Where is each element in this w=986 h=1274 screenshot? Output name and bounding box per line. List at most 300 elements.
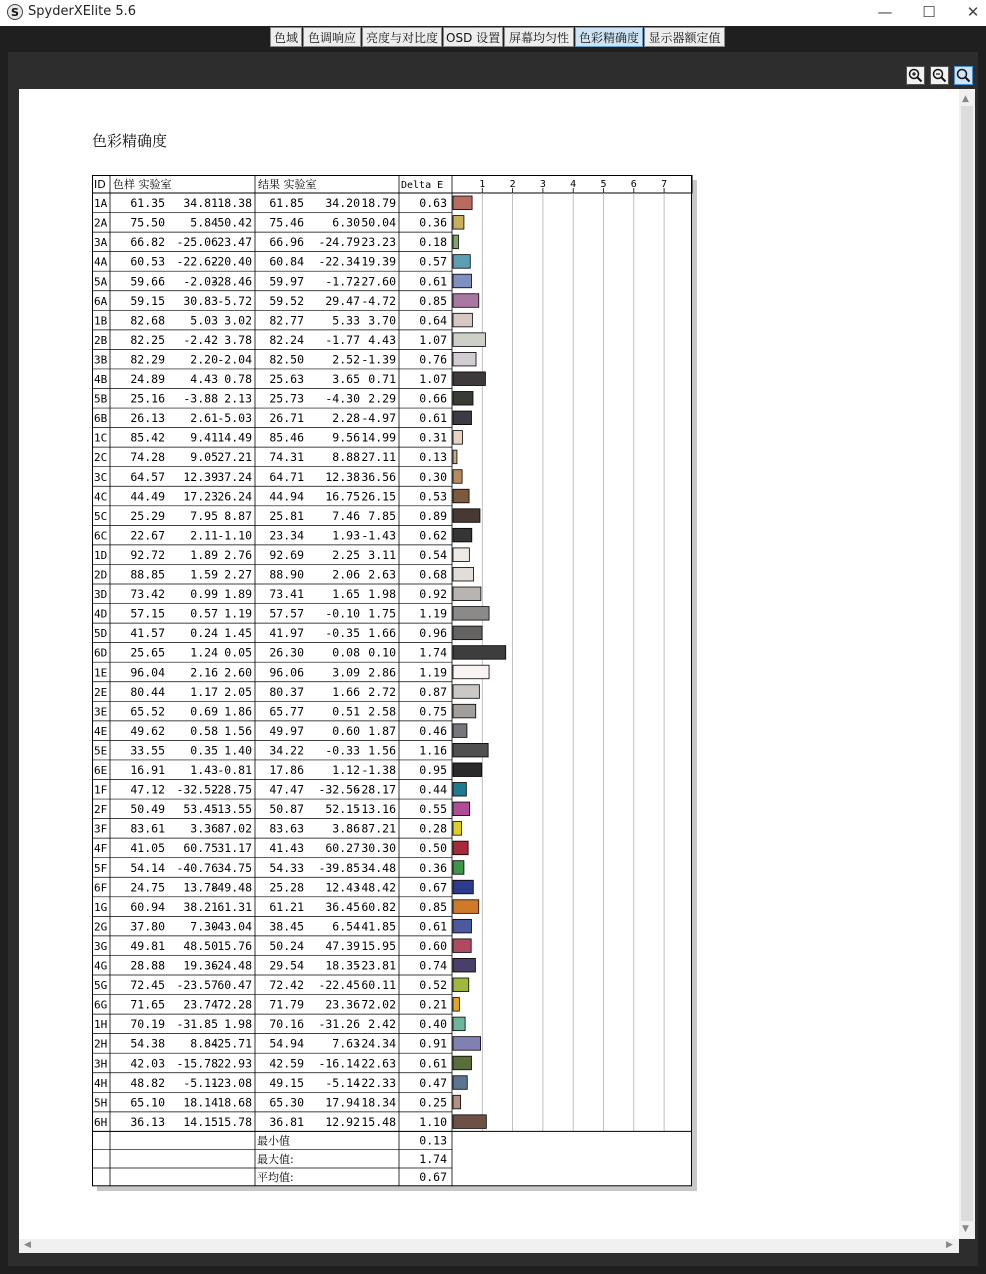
- delta-e-value: 0.36: [419, 215, 447, 230]
- ref-lab-value: 8.87: [224, 508, 252, 523]
- ref-lab-value: 17.23: [183, 489, 218, 504]
- ref-lab-value: 28.88: [130, 958, 165, 973]
- ref-lab-value: 0.99: [190, 587, 218, 602]
- result-lab-value: 64.71: [269, 469, 304, 484]
- ref-lab-value: 0.35: [190, 743, 218, 758]
- color-accuracy-chart: [92, 175, 698, 1191]
- row-id: 5F: [94, 861, 108, 875]
- close-button[interactable]: ✕: [966, 3, 980, 21]
- ref-lab-value: 1.45: [224, 626, 252, 641]
- result-lab-value: -4.97: [361, 411, 396, 426]
- result-lab-value: 18.34: [361, 1095, 396, 1110]
- row-id: 6H: [94, 1115, 108, 1129]
- delta-e-value: 0.61: [419, 411, 447, 426]
- delta-e-value: 0.54: [419, 547, 447, 562]
- ref-lab-value: 25.65: [130, 645, 165, 660]
- result-lab-value: 25.63: [269, 372, 304, 387]
- ref-lab-value: 2.27: [224, 567, 252, 582]
- ref-lab-value: 18.14: [183, 1095, 218, 1110]
- result-lab-value: -27.60: [354, 274, 396, 289]
- ref-lab-value: 50.42: [217, 215, 252, 230]
- result-lab-value: 1.12: [332, 763, 360, 778]
- result-lab-value: 16.75: [325, 489, 360, 504]
- ref-lab-value: 57.15: [130, 606, 165, 621]
- ref-lab-value: 37.24: [217, 469, 252, 484]
- ref-lab-value: 60.53: [130, 254, 165, 269]
- ref-lab-value: 22.67: [130, 528, 165, 543]
- ref-lab-value: -25.06: [176, 235, 218, 250]
- delta-e-bar: [453, 372, 485, 386]
- result-lab-value: 65.30: [269, 1095, 304, 1110]
- result-lab-value: -0.33: [325, 743, 360, 758]
- result-lab-value: 29.47: [325, 293, 360, 308]
- result-lab-value: 41.43: [269, 841, 304, 856]
- delta-e-bar: [453, 998, 459, 1012]
- axis-tick-label: 2: [509, 179, 516, 190]
- result-lab-value: 23.36: [325, 997, 360, 1012]
- axis-tick-label: 4: [570, 179, 577, 190]
- result-lab-value: 47.39: [325, 938, 360, 953]
- result-lab-value: 2.29: [368, 391, 396, 406]
- result-lab-value: -1.39: [361, 352, 396, 367]
- ref-lab-value: -28.46: [210, 274, 252, 289]
- row-id: 6B: [94, 412, 108, 426]
- window-title: SpyderXElite 5.6: [28, 4, 137, 19]
- delta-e-value: 0.85: [419, 899, 447, 914]
- ref-lab-value: -40.76: [176, 860, 218, 875]
- delta-e-value: 0.47: [419, 1075, 447, 1090]
- result-lab-value: 73.41: [269, 587, 304, 602]
- result-lab-value: 85.46: [269, 430, 304, 445]
- result-lab-value: -28.17: [354, 782, 396, 797]
- row-id: 4D: [94, 607, 108, 621]
- row-id: 1A: [94, 197, 108, 211]
- result-lab-value: 65.77: [269, 704, 304, 719]
- result-lab-value: -23.81: [354, 958, 396, 973]
- result-lab-value: 3.09: [332, 665, 360, 680]
- maximize-button[interactable]: ☐: [922, 3, 936, 21]
- row-id: 3G: [94, 939, 108, 953]
- row-id: 2A: [94, 216, 108, 230]
- result-lab-value: 50.87: [269, 802, 304, 817]
- result-lab-value: 1.87: [368, 723, 396, 738]
- result-lab-value: 1.98: [368, 587, 396, 602]
- delta-e-value: 0.95: [419, 763, 447, 778]
- row-id: 6D: [94, 646, 108, 660]
- ref-lab-value: 25.29: [130, 508, 165, 523]
- zoom-fit-icon: [955, 67, 972, 84]
- result-lab-value: 44.94: [269, 489, 304, 504]
- result-lab-value: 59.97: [269, 274, 304, 289]
- ref-lab-value: 15.78: [217, 1114, 252, 1129]
- delta-e-bar: [453, 704, 476, 718]
- delta-e-bar: [453, 333, 485, 347]
- scroll-down-arrow-icon[interactable]: ▼: [962, 1224, 969, 1234]
- delta-e-bar: [453, 294, 479, 308]
- result-lab-value: 26.15: [361, 489, 396, 504]
- delta-e-value: 0.18: [419, 235, 447, 250]
- summary-label: 最大值:: [257, 1152, 294, 1166]
- result-lab-value: 0.10: [368, 645, 396, 660]
- ref-lab-value: 26.24: [217, 489, 252, 504]
- result-lab-value: 2.52: [332, 352, 360, 367]
- delta-e-bar: [453, 470, 462, 484]
- zoom-fit-button[interactable]: [954, 66, 973, 85]
- header-swatch: 色样 实验室: [113, 178, 172, 191]
- ref-lab-value: 25.16: [130, 391, 165, 406]
- result-lab-value: -19.39: [354, 254, 396, 269]
- ref-lab-value: 37.80: [130, 919, 165, 934]
- row-id: 2F: [94, 803, 108, 817]
- result-lab-value: 12.92: [325, 1114, 360, 1129]
- delta-e-bar: [453, 1037, 481, 1051]
- ref-lab-value: -2.42: [183, 332, 218, 347]
- row-id: 1E: [94, 666, 108, 680]
- ref-lab-value: -5.03: [217, 411, 252, 426]
- tab-screen-uniformity[interactable]: 屏幕均匀性: [504, 27, 574, 47]
- delta-e-bar: [453, 958, 475, 972]
- ref-lab-value: -22.62: [176, 254, 218, 269]
- result-lab-value: 8.88: [332, 450, 360, 465]
- app-logo-icon: S: [7, 4, 23, 20]
- delta-e-value: 0.89: [419, 508, 447, 523]
- result-lab-value: 82.77: [269, 313, 304, 328]
- page-title: 色彩精确度: [92, 132, 168, 150]
- result-lab-value: 30.30: [361, 841, 396, 856]
- axis-tick-label: 5: [600, 179, 607, 190]
- result-lab-value: -16.14: [318, 1056, 360, 1071]
- result-lab-value: 83.63: [269, 821, 304, 836]
- delta-e-bar: [453, 939, 471, 953]
- delta-e-value: 0.91: [419, 1036, 447, 1051]
- result-lab-value: 3.70: [368, 313, 396, 328]
- ref-lab-value: 66.82: [130, 235, 165, 250]
- row-id: 3A: [94, 236, 108, 250]
- ref-lab-value: 75.50: [130, 215, 165, 230]
- result-lab-value: -1.72: [325, 274, 360, 289]
- ref-lab-value: -31.85: [176, 1017, 218, 1032]
- result-lab-value: 6.30: [332, 215, 360, 230]
- result-lab-value: 26.71: [269, 411, 304, 426]
- zoom-out-button[interactable]: [930, 66, 949, 85]
- scroll-right-arrow-icon[interactable]: ▶: [946, 1240, 953, 1250]
- row-id: 4C: [94, 490, 108, 504]
- result-lab-value: 49.97: [269, 723, 304, 738]
- delta-e-bar: [453, 1017, 465, 1031]
- result-lab-value: 9.56: [332, 430, 360, 445]
- ref-lab-value: 88.85: [130, 567, 165, 582]
- horizontal-scrollbar[interactable]: [19, 1239, 959, 1253]
- ref-lab-value: -20.40: [210, 254, 252, 269]
- result-lab-value: -22.45: [318, 978, 360, 993]
- row-id: 1G: [94, 900, 108, 914]
- row-id: 5H: [94, 1096, 108, 1110]
- ref-lab-value: 1.98: [224, 1017, 252, 1032]
- result-lab-value: 2.42: [368, 1017, 396, 1032]
- ref-lab-value: -15.78: [176, 1056, 218, 1071]
- delta-e-value: 0.63: [419, 196, 447, 211]
- ref-lab-value: 9.05: [190, 450, 218, 465]
- result-lab-value: 23.34: [269, 528, 304, 543]
- ref-lab-value: 0.57: [190, 606, 218, 621]
- result-lab-value: 22.63: [361, 1056, 396, 1071]
- scroll-left-arrow-icon[interactable]: ◀: [24, 1240, 31, 1250]
- result-lab-value: 2.72: [368, 684, 396, 699]
- ref-lab-value: 23.47: [217, 235, 252, 250]
- result-lab-value: 1.75: [368, 606, 396, 621]
- ref-lab-value: 59.66: [130, 274, 165, 289]
- delta-e-bar: [453, 900, 479, 914]
- result-lab-value: 71.79: [269, 997, 304, 1012]
- scroll-up-arrow-icon[interactable]: ▲: [962, 94, 969, 104]
- tab-gamut[interactable]: 色域: [270, 27, 302, 47]
- tab-tone-response[interactable]: 色调响应: [303, 27, 361, 47]
- result-lab-value: -41.85: [354, 919, 396, 934]
- ref-lab-value: 82.68: [130, 313, 165, 328]
- ref-lab-value: 49.81: [130, 938, 165, 953]
- summary-label: 最小值: [257, 1134, 290, 1148]
- ref-lab-value: 22.93: [217, 1056, 252, 1071]
- ref-lab-value: 1.56: [224, 723, 252, 738]
- ref-lab-value: 54.38: [130, 1036, 165, 1051]
- result-lab-value: 49.15: [269, 1075, 304, 1090]
- ref-lab-value: -2.03: [183, 274, 218, 289]
- ref-lab-value: 1.59: [190, 567, 218, 582]
- ref-lab-value: 27.21: [217, 450, 252, 465]
- result-lab-value: 88.90: [269, 567, 304, 582]
- ref-lab-value: 82.29: [130, 352, 165, 367]
- delta-e-bar: [453, 313, 472, 327]
- result-lab-value: 18.35: [325, 958, 360, 973]
- summary-value: 1.74: [419, 1151, 447, 1166]
- result-lab-value: 5.33: [332, 313, 360, 328]
- row-id: 3F: [94, 822, 108, 836]
- ref-lab-value: -13.55: [210, 802, 252, 817]
- row-id: 6E: [94, 764, 108, 778]
- result-lab-value: 25.73: [269, 391, 304, 406]
- result-lab-value: 17.94: [325, 1095, 360, 1110]
- zoom-out-icon: [931, 67, 948, 84]
- delta-e-bar: [453, 743, 488, 757]
- row-id: 6A: [94, 294, 108, 308]
- result-lab-value: 2.86: [368, 665, 396, 680]
- result-lab-value: 59.52: [269, 293, 304, 308]
- delta-e-bar: [453, 528, 472, 542]
- ref-lab-value: -5.11: [183, 1075, 218, 1090]
- result-lab-value: 38.45: [269, 919, 304, 934]
- delta-e-bar: [453, 1056, 471, 1070]
- ref-lab-value: 3.36: [190, 821, 218, 836]
- result-lab-value: 0.60: [332, 723, 360, 738]
- result-lab-value: 26.30: [269, 645, 304, 660]
- ref-lab-value: 44.49: [130, 489, 165, 504]
- ref-lab-value: 33.55: [130, 743, 165, 758]
- delta-e-bar: [453, 548, 469, 562]
- row-id: 5E: [94, 744, 108, 758]
- delta-e-bar: [453, 978, 469, 992]
- delta-e-value: 0.40: [419, 1017, 447, 1032]
- delta-e-value: 1.16: [419, 743, 447, 758]
- ref-lab-value: 1.43: [190, 763, 218, 778]
- row-id: 3B: [94, 353, 108, 367]
- delta-e-bar: [453, 196, 472, 210]
- result-lab-value: 3.11: [368, 547, 396, 562]
- ref-lab-value: 83.61: [130, 821, 165, 836]
- ref-lab-value: 96.04: [130, 665, 165, 680]
- result-lab-value: -22.33: [354, 1075, 396, 1090]
- ref-lab-value: 42.03: [130, 1056, 165, 1071]
- row-id: 4H: [94, 1076, 108, 1090]
- ref-lab-value: 1.89: [224, 587, 252, 602]
- ref-lab-value: 87.02: [217, 821, 252, 836]
- ref-lab-value: 18.38: [217, 196, 252, 211]
- result-lab-value: -31.26: [318, 1017, 360, 1032]
- zoom-in-button[interactable]: [906, 66, 925, 85]
- ref-lab-value: 2.76: [224, 547, 252, 562]
- delta-e-value: 0.85: [419, 293, 447, 308]
- delta-e-value: 0.61: [419, 274, 447, 289]
- result-lab-value: 36.81: [269, 1114, 304, 1129]
- ref-lab-value: -0.81: [217, 763, 252, 778]
- ref-lab-value: 1.24: [190, 645, 218, 660]
- ref-lab-value: 41.05: [130, 841, 165, 856]
- delta-e-bar: [453, 802, 470, 816]
- result-lab-value: 2.58: [368, 704, 396, 719]
- ref-lab-value: 2.60: [224, 665, 252, 680]
- ref-lab-value: 60.94: [130, 899, 165, 914]
- result-lab-value: -13.16: [354, 802, 396, 817]
- ref-lab-value: -3.88: [183, 391, 218, 406]
- result-lab-value: 57.57: [269, 606, 304, 621]
- result-lab-value: 1.56: [368, 743, 396, 758]
- delta-e-value: 0.28: [419, 821, 447, 836]
- ref-lab-value: 0.78: [224, 372, 252, 387]
- delta-e-bar: [453, 255, 470, 269]
- result-lab-value: 2.25: [332, 547, 360, 562]
- row-id: 4G: [94, 959, 108, 973]
- result-lab-value: 17.86: [269, 763, 304, 778]
- ref-lab-value: 30.83: [183, 293, 218, 308]
- result-lab-value: -1.43: [361, 528, 396, 543]
- ref-lab-value: 1.19: [224, 606, 252, 621]
- result-lab-value: -32.56: [318, 782, 360, 797]
- ref-lab-value: 48.82: [130, 1075, 165, 1090]
- ref-lab-value: -2.04: [217, 352, 252, 367]
- result-lab-value: 6.54: [332, 919, 360, 934]
- delta-e-bar: [453, 626, 482, 640]
- delta-e-bar: [453, 919, 471, 933]
- delta-e-bar: [453, 411, 471, 425]
- result-lab-value: 87.21: [361, 821, 396, 836]
- result-lab-value: 50.24: [269, 938, 304, 953]
- delta-e-value: 0.55: [419, 802, 447, 817]
- row-id: 2B: [94, 333, 108, 347]
- row-id: 1B: [94, 314, 108, 328]
- ref-lab-value: 38.21: [183, 899, 218, 914]
- result-lab-value: 72.02: [361, 997, 396, 1012]
- ref-lab-value: 47.12: [130, 782, 165, 797]
- ref-lab-value: 72.45: [130, 978, 165, 993]
- result-lab-value: 3.86: [332, 821, 360, 836]
- delta-e-value: 0.75: [419, 704, 447, 719]
- row-id: 1D: [94, 548, 108, 562]
- row-id: 6C: [94, 529, 108, 543]
- tab-color-accuracy[interactable]: 色彩精确度: [575, 27, 643, 47]
- ref-lab-value: 2.20: [190, 352, 218, 367]
- result-lab-value: 60.11: [361, 978, 396, 993]
- delta-e-value: 0.53: [419, 489, 447, 504]
- delta-e-bar: [453, 1115, 486, 1129]
- result-lab-value: -4.30: [325, 391, 360, 406]
- ref-lab-value: 1.89: [190, 547, 218, 562]
- ref-lab-value: 50.49: [130, 802, 165, 817]
- delta-e-bar: [453, 1076, 467, 1090]
- ref-lab-value: 41.57: [130, 626, 165, 641]
- delta-e-value: 0.64: [419, 313, 447, 328]
- ref-lab-value: 74.28: [130, 450, 165, 465]
- result-lab-value: 14.99: [361, 430, 396, 445]
- vertical-scrollbar-thumb[interactable]: [961, 106, 973, 1221]
- delta-e-bar: [453, 235, 458, 249]
- tab-brightness-contrast[interactable]: 亮度与对比度: [362, 27, 442, 47]
- axis-tick-label: 1: [479, 179, 486, 190]
- delta-e-value: 0.52: [419, 978, 447, 993]
- tab-osd-settings[interactable]: OSD 设置: [443, 27, 503, 47]
- tab-monitor-rating[interactable]: 显示器额定值: [644, 27, 725, 47]
- ref-lab-value: 2.11: [190, 528, 218, 543]
- row-id: 1F: [94, 783, 108, 797]
- delta-e-value: 1.07: [419, 332, 447, 347]
- row-id: 2C: [94, 451, 108, 465]
- delta-e-value: 0.68: [419, 567, 447, 582]
- row-id: 3D: [94, 588, 108, 602]
- ref-lab-value: 1.86: [224, 704, 252, 719]
- delta-e-bar: [453, 646, 506, 660]
- row-id: 1C: [94, 431, 108, 445]
- result-lab-value: -24.34: [354, 1036, 396, 1051]
- result-lab-value: -4.72: [361, 293, 396, 308]
- ref-lab-value: 2.13: [224, 391, 252, 406]
- row-id: 6F: [94, 881, 108, 895]
- result-lab-value: 82.24: [269, 332, 304, 347]
- row-id: 6G: [94, 998, 108, 1012]
- row-id: 3H: [94, 1057, 108, 1071]
- delta-e-value: 0.60: [419, 938, 447, 953]
- delta-e-value: 0.66: [419, 391, 447, 406]
- result-lab-value: 54.33: [269, 860, 304, 875]
- ref-lab-value: 61.35: [130, 196, 165, 211]
- ref-lab-value: -32.52: [176, 782, 218, 797]
- delta-e-value: 0.21: [419, 997, 447, 1012]
- result-lab-value: 3.65: [332, 372, 360, 387]
- result-lab-value: 60.82: [361, 899, 396, 914]
- result-lab-value: -5.14: [325, 1075, 360, 1090]
- result-lab-value: 50.04: [361, 215, 396, 230]
- ref-lab-value: 3.78: [224, 332, 252, 347]
- ref-lab-value: 48.50: [183, 938, 218, 953]
- delta-e-bar: [453, 724, 467, 738]
- ref-lab-value: -43.04: [210, 919, 252, 934]
- delta-e-bar: [453, 352, 476, 366]
- result-lab-value: 23.23: [361, 235, 396, 250]
- result-lab-value: 80.37: [269, 684, 304, 699]
- minimize-button[interactable]: —: [877, 3, 893, 21]
- result-lab-value: 82.50: [269, 352, 304, 367]
- ref-lab-value: 1.17: [190, 684, 218, 699]
- result-lab-value: 34.22: [269, 743, 304, 758]
- result-lab-value: -1.38: [361, 763, 396, 778]
- result-lab-value: 70.16: [269, 1017, 304, 1032]
